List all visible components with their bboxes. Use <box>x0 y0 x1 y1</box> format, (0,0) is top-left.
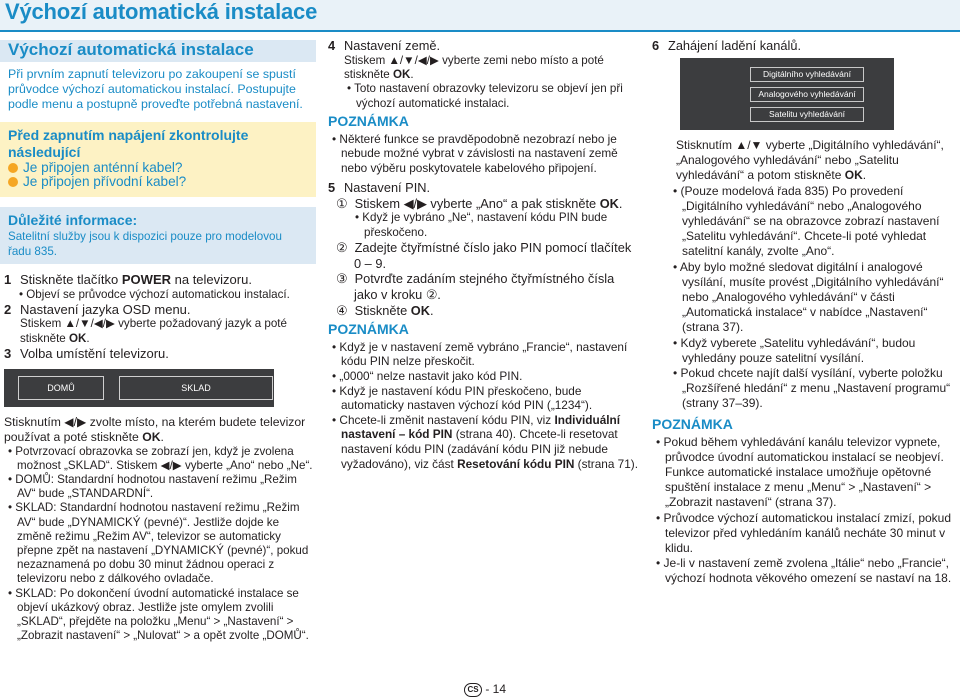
menu-item-analog[interactable]: Analogového vyhledávání <box>750 87 864 102</box>
location-select-screen <box>4 369 274 407</box>
pin-substep-1: ① Stiskem ◀/▶ vyberte „Ano“ a pak stiskněte OK. <box>336 195 623 211</box>
home-option[interactable]: DOMŮ <box>18 376 104 400</box>
page-header <box>0 0 960 30</box>
column-2 <box>328 38 640 471</box>
list-item: • Pokud chcete najít další vysílání, vyberte položku „Rozšířené hledání“ z menu „Nastavení programu“ (strany 37–39). <box>673 366 951 411</box>
column-3 <box>652 38 956 587</box>
note-heading: POZNÁMKA <box>328 320 409 337</box>
list-item: • „0000“ nelze nastavit jako kód PIN. <box>332 368 523 383</box>
list-item: • Když je nastavení kódu PIN přeskočeno, bude automaticky nastaven výchozí kód PIN („1234“). <box>332 383 593 413</box>
location-instruction: Stisknutím ◀/▶ zvolte místo, na kterém budete televizor používat a poté stiskněte OK. <box>4 415 306 444</box>
step-6: 6 Zahájení ladění kanálů. <box>652 38 802 53</box>
step-4: 4 Nastavení země. <box>328 38 441 53</box>
menu-item-digital[interactable]: Digitálního vyhledávání <box>750 67 864 82</box>
step-1: 1 Stiskněte tlačítko POWER na televizoru. <box>4 272 252 288</box>
column-1 <box>0 40 316 643</box>
search-menu-screen <box>680 58 894 130</box>
page-number: - 14 <box>485 682 507 696</box>
list-item: • Když vyberete „Satelitu vyhledávání“, budou vyhledány pouze satelitní vysílání. <box>673 335 916 365</box>
section-header <box>0 40 316 62</box>
list-item: • Průvodce výchozí automatickou instalací zmizí, pokud televizor před vyhledáním kanálů necháte 30 minut v klidu. <box>656 510 952 556</box>
page-title: Výchozí automatická instalace <box>5 0 318 24</box>
pin-substep-2: ② Zadejte čtyřmístné číslo jako PIN pomocí tlačítek 0 – 9. <box>336 239 632 271</box>
note-heading: POZNÁMKA <box>652 415 733 432</box>
list-item: • (Pouze modelová řada 835) Po provedení „Digitálního vyhledávání“ nebo „Analogového vyhledávání“ se na obrazovce zobrazí nastavení „Satelitu vyhledávání“. Chcete-li poté vyhledat satelitní kanály, zvolte „Ano“. <box>673 183 940 259</box>
note-title: Důležité informace: <box>8 212 138 229</box>
warning-title: Před zapnutím napájení zkontrolujte následující <box>8 127 249 161</box>
menu-item-satellite[interactable]: Satelitu vyhledávání <box>750 107 864 122</box>
header-divider <box>0 30 960 32</box>
list-item: • Chcete-li změnit nastavení kódu PIN, viz Individuální nastavení – kód PIN (strana 40). Chcete-li resetovat nastavení kódu PIN (zadávání kódu PIN již nebude vyžadováno), viz část Resetování kódu PIN (strana 71). <box>332 412 639 471</box>
list-item: • Když je v nastavení země vybráno „Francie“, nastavení kódu PIN nelze přeskočit. <box>332 339 628 369</box>
step-5: 5 Nastavení PIN. <box>328 179 431 195</box>
step-2: 2 Nastavení jazyka OSD menu. <box>4 301 191 317</box>
list-item: • Pokud během vyhledávání kanálu televizor vypnete, průvodce úvodní automatickou instalací se neobjeví. Funkce automatické instalace umožňuje opětovné spuštění instalace z menu „Menu“ > „Nastavení“ > „Zobrazit nastavení“ (strana 37). <box>656 434 944 510</box>
page-footer <box>464 682 506 697</box>
intro-text: Při prvním zapnutí televizoru po zakoupení se spustí průvodce výchozí automatickou instalací. Postupujte podle menu a postupně proveďte potřebná nastavení. <box>8 67 303 112</box>
list-item: • Aby bylo možné sledovat digitální i analogové vysílání, musíte provést „Digitálního vyhledávání“ nebo „Analogového vyhledávání“ v části „Automatická instalace“ v nabídce „Nastavení“ (strana 37). <box>673 259 944 335</box>
list-item: • SKLAD: Po dokončení úvodní automatické instalace se objeví ukázkový obraz. Jestliže jste omylem zvolili „SKLAD“, přejděte na položku „Menu“ > „Nastavení“ > „Zobrazit nastavení“ > „Nulovat“ > a opět zvolte „DOMŮ“. <box>8 586 309 643</box>
pin-substep-1-bullet: • Když je vybráno „Ne“, nastavení kódu PIN bude přeskočeno. <box>355 211 608 239</box>
step-4-bullet: • Toto nastavení obrazovky televizoru se objeví jen při výchozí automatické instalaci. <box>347 82 623 110</box>
note-text: Satelitní služby jsou k dispozici pouze pro modelovou řadu 835. <box>8 230 282 258</box>
step-4-sub: Stiskem ▲/▼/◀/▶ vyberte zemi nebo místo a poté stiskněte OK. <box>344 54 604 82</box>
note-heading: POZNÁMKA <box>328 112 409 129</box>
bullet-dot-icon <box>8 163 18 173</box>
bullet-dot-icon <box>8 177 18 187</box>
list-item: • DOMŮ: Standardní hodnotou nastavení režimu „Režim AV“ bude „STANDARDNÍ“. <box>8 473 297 501</box>
list-item: • SKLAD: Standardní hodnotou nastavení režimu „Režim AV“ bude „DYNAMICKÝ (pevné)“. Jestliže dojde ke změně režimu „Režim AV“, televizor se automaticky přepne zpět na nastavení „DYNAMICKÝ (pevné)“, pokud nezaznamená po dobu 30 minut žádnou operaci z televizoru nebo z dálkového ovladače. <box>8 501 309 586</box>
warning-box <box>0 122 316 197</box>
list-item: • Je-li v nastavení země zvolena „Itálie“ nebo „Francie“, výchozí hodnota věkového omezení se nastaví na 18. <box>656 556 952 586</box>
list-item: • Potvrzovací obrazovka se zobrazí jen, když je zvolena možnost „SKLAD“. Stiskem ◀/▶ vyberte „Ano“ nebo „Ne“. <box>8 444 313 472</box>
section-title: Výchozí automatická instalace <box>8 40 254 59</box>
pin-substep-4: ④ Stiskněte OK. <box>336 302 434 318</box>
important-note <box>0 207 316 264</box>
pin-substep-3: ③ Potvrďte zadáním stejného čtyřmístného čísla jako v kroku ②. <box>336 271 615 303</box>
warning-item: Je připojen anténní kabel? <box>8 161 308 175</box>
search-instruction: Stisknutím ▲/▼ vyberte „Digitálního vyhledávání“, „Analogového vyhledávání“ nebo „Satelitu vyhledávání“ a potom stiskněte OK. <box>676 138 944 183</box>
language-badge: CS <box>464 683 482 697</box>
step-3: 3 Volba umístění televizoru. <box>4 345 169 361</box>
store-option[interactable]: SKLAD <box>119 376 273 400</box>
list-item: • Některé funkce se pravděpodobně nezobrazí nebo je nebude možné vybrat v závislosti na nastavení země nebo výběru poskytovatele kabelového připojení. <box>332 131 618 175</box>
warning-item: Je připojen přívodní kabel? <box>8 175 308 189</box>
step-1-bullet: • Objeví se průvodce výchozí automatickou instalací. <box>19 287 290 301</box>
step-2-sub: Stiskem ▲/▼/◀/▶ vyberte požadovaný jazyk a poté stiskněte OK. <box>20 317 287 345</box>
